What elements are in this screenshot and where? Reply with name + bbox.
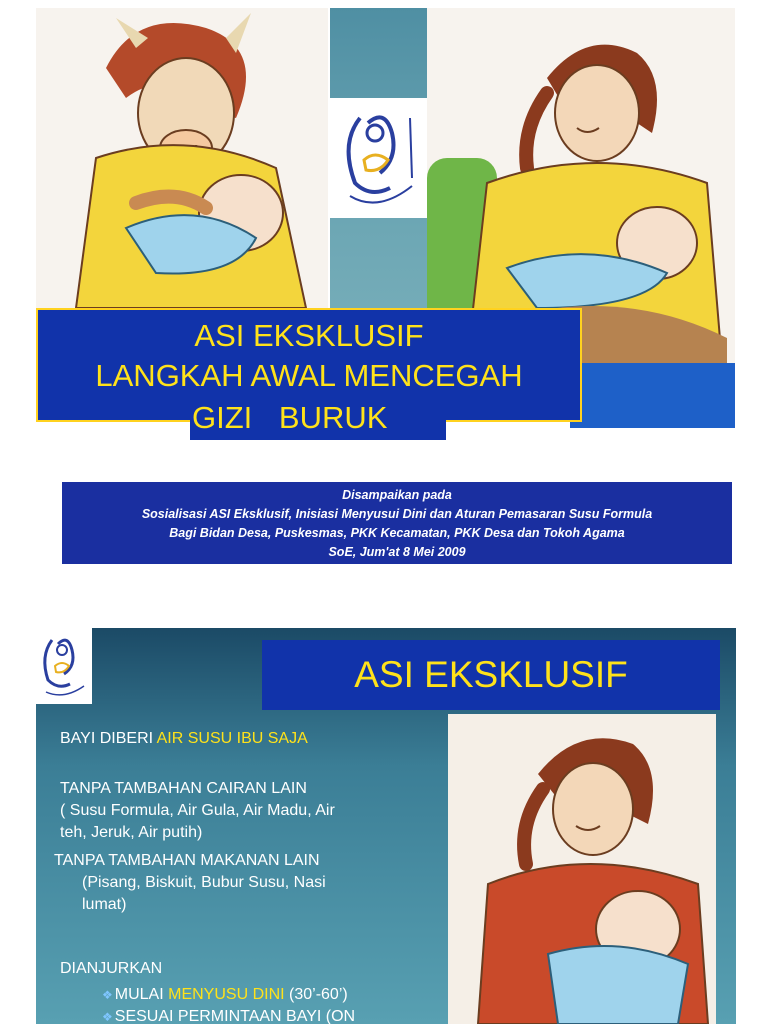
- text-segment: MULAI: [114, 986, 169, 1003]
- bullet-icon: ❖: [102, 1010, 113, 1024]
- text-segment: (30’-60’): [284, 986, 348, 1003]
- no-food-detail: (Pisang, Biskuit, Bubur Susu, Nasi: [82, 874, 326, 891]
- heading-box: [262, 640, 720, 710]
- no-fluids-title: TANPA TAMBAHAN CAIRAN LAIN: [60, 780, 307, 797]
- mother-cow-illustration: [36, 8, 328, 308]
- text-segment: SESUAI PERMINTAAN BAYI (ON: [114, 1008, 356, 1024]
- mother-breastfeeding-illustration: [448, 714, 716, 1024]
- slide-heading: ASI EKSKLUSIF: [354, 654, 628, 695]
- sentra-laktasi-logo: [330, 98, 427, 218]
- text-segment: BAYI DIBERI: [60, 730, 157, 747]
- highlight-text: MENYUSU DINI: [168, 986, 285, 1003]
- recommendation-item: [102, 986, 348, 1004]
- recommendation-item: [102, 1008, 355, 1024]
- no-fluids-detail: ( Susu Formula, Air Gula, Air Madu, Air: [60, 802, 335, 819]
- info-line: Disampaikan pada: [342, 488, 452, 502]
- info-line: SoE, Jum'at 8 Mei 2009: [328, 545, 466, 559]
- exclusive-definition: [60, 730, 308, 748]
- highlight-text: AIR SUSU IBU SAJA: [156, 730, 308, 747]
- title-line: GIZI BURUK: [192, 400, 388, 435]
- no-food-title: TANPA TAMBAHAN MAKANAN LAIN: [54, 852, 320, 869]
- info-line: Bagi Bidan Desa, Puskesmas, PKK Kecamatan, PKK Desa dan Tokoh Agama: [169, 526, 625, 540]
- info-line: Sosialisasi ASI Eksklusif, Inisiasi Menyusui Dini dan Aturan Pemasaran Susu Formula: [141, 507, 653, 521]
- title-line: ASI EKSKLUSIF: [194, 318, 424, 353]
- title-line: LANGKAH AWAL MENCEGAH: [95, 358, 523, 393]
- bullet-icon: ❖: [102, 988, 113, 1002]
- no-fluids-detail: teh, Jeruk, Air putih): [60, 824, 203, 841]
- recommended-title: DIANJURKAN: [60, 960, 163, 977]
- decorative-band: [570, 363, 735, 428]
- content-slide: [36, 628, 736, 1024]
- sentra-laktasi-logo: [36, 628, 92, 704]
- presentation-info-box: [62, 482, 732, 564]
- no-food-detail: lumat): [82, 896, 127, 913]
